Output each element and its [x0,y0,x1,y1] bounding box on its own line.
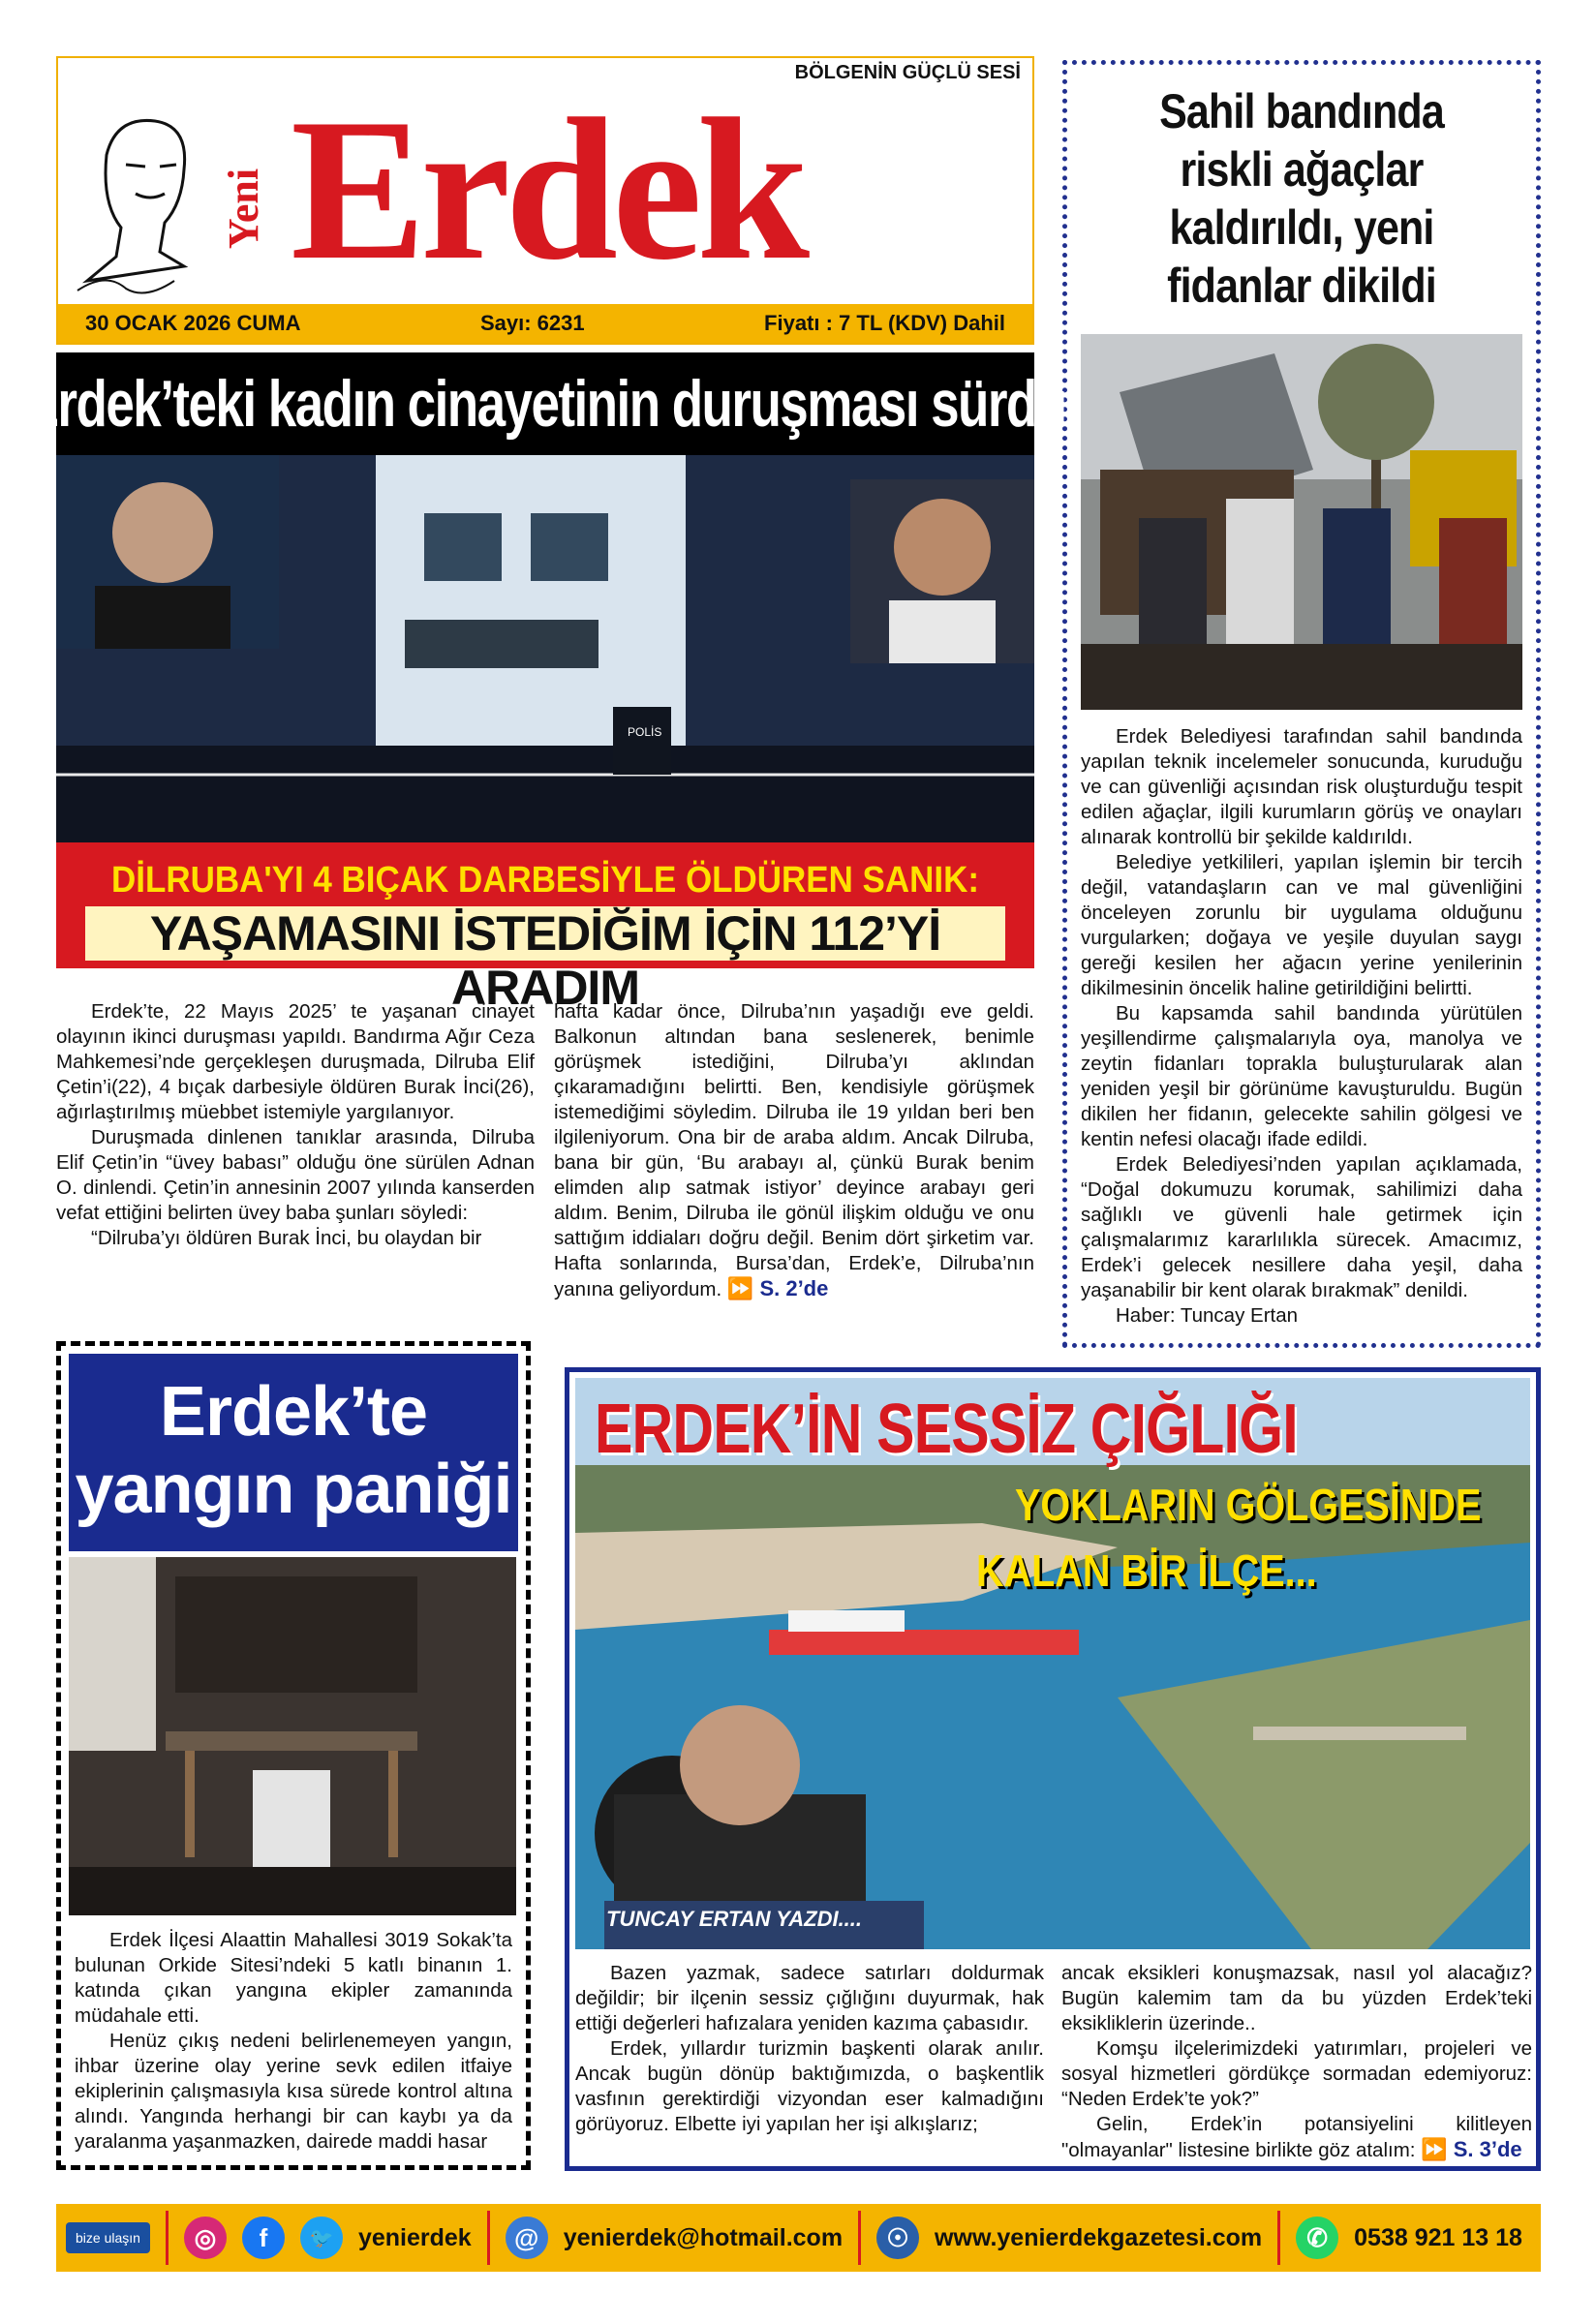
paragraph: Duruşmada dinlenen tanıklar arasında, Dilruba Elif Çetin’in “üvey babası” olduğu öne sürülen Adnan O. dinlendi. Çetin’in annesinin 2007 yılında kanserden vefat ettiğini belirten üvey baba şunları söyledi: [56,1126,535,1224]
whatsapp-icon: ✆ [1296,2217,1338,2259]
divider [858,2211,861,2265]
tree-planting-photo [1081,334,1522,710]
right-story-headline: Sahil bandında riskli ağaçlar kaldırıldı, yeni fidanlar dikildi [1159,84,1444,313]
logo-name: Erdek [291,77,805,302]
paragraph: Komşu ilçelerimizdeki yatırımları, projeleri ve sosyal hizmetleri gördükçe sormadan edemiyoruz: “Neden Erdek’te yok?” [1061,2037,1532,2110]
paragraph: Bazen yazmak, sadece satırları doldurmak değildir; bir ilçenin sessiz çığlığını duyurmak, hak ettiği değerleri hafızalara yeniden kazıma çabasıdır. [575,1962,1044,2034]
divider [166,2211,169,2265]
continue-link[interactable]: ⏩ S. 2’de [726,1276,829,1300]
fire-story-headline: Erdek’te yangın paniği [69,1354,518,1551]
fire-story-box [56,1341,531,2170]
ataturk-portrait-image [68,97,213,300]
paragraph: Erdek, yıllardır turizmin başkenti olarak anılır. Ancak bugün dönüp baktığımızda, o başkentlik vasfının gerektirdiği vizyondan eser kalmadığını görüyoruz. Elbette iyi yapılan her işi alkışlarız; [575,2037,1044,2135]
paragraph: hafta kadar önce, Dilruba’nın yaşadığı eve geldi. Balkonun altından bana seslenerek, benimle görüşmek istediğini, Dilruba’yı aklından çıkaramadığını belirtti. Ben, kendisiyle görüşmek istemediğimi söyledim. Dilruba ile 19 yıldan beri ben ilgileniyorum. Ona bir de araba aldım. Ancak Dilruba, bana bir gün, ‘Bu arabayı al, çünkü Burak benim elimden alıp satmak istiyor’ deyince arabayı geri aldım. Benim, Dilruba ile gönül ilişkim olduğu ve onu sattığım iddiaları doğru değil. Benim dört şirketim var. Hafta sonlarında, Bursa’dan, Erdek’e, Dilruba’nın yanına geliyordum. [554,1000,1034,1300]
main-headline-bar [24,352,1066,455]
paragraph: Belediye yetkilileri, yapılan işlemin bir tercih değil, vatandaşların can ve mal güvenliğini önceleyen zorunlu bir uygulama olduğunu vurgularken; doğaya ve yeşile duyulan saygı gereği kesilen her ağacın yerine yenilerinin dikilmesinin öncelik haline getirildiğini belirtti. [1081,851,1522,999]
paragraph: “Dilruba’yı öldüren Burak İnci, bu olaydan bir [91,1227,482,1249]
right-story-body [1081,724,1522,1329]
globe-icon: ☉ [876,2217,919,2259]
main-headline: Erdek’teki kadın cinayetinin duruşması sürdü [24,367,1066,441]
paragraph: ancak eksikleri konuşmazsak, nasıl yol alacağız? Bugün kalemim tam da bu yüzden Erdek’teki eksikliklerin üzerinde.. [1061,1962,1532,2034]
right-story-box [1062,60,1541,1348]
main-story-col2 [554,999,1034,1302]
fire-story-body [69,1928,518,2155]
crime-scene-photo [56,455,1034,842]
main-subhead-banner [56,842,1034,1015]
byline: Haber: Tuncay Ertan [1116,1304,1299,1327]
divider [1277,2211,1280,2265]
logo-prefix: Yeni [220,168,268,250]
burned-kitchen-photo [69,1557,516,1915]
masthead-tagline: BÖLGENİN GÜÇLÜ SESİ [794,62,1021,83]
police-label: POLİS [628,725,662,739]
contact-badge: bize ulaşın [66,2222,150,2253]
paragraph: Erdek Belediyesi tarafından sahil bandında yapılan teknik incelemeler sonucunda, kuruduğu ve can güvenliği açısından risk oluşturduğu tespit edilen ağaçlar, ilgili kurumların görüş ve onayları alınarak kontrollü bir şekilde kaldırıldı. [1081,725,1522,848]
twitter-icon[interactable]: 🐦 [300,2217,343,2259]
phone-number[interactable]: 0538 921 13 18 [1354,2223,1522,2251]
main-story-col1 [56,999,535,1251]
column-subtitle-2: KALAN BİR İLÇE... [976,1545,1317,1596]
facebook-icon[interactable]: f [242,2217,285,2259]
main-subhead-2: YAŞAMASINI İSTEDİĞİM İÇİN 112’Yİ ARADIM [85,906,1005,961]
main-subhead-1: DİLRUBA'YI 4 BIÇAK DARBESİYLE ÖLDÜREN SANIK: [111,860,979,901]
email-icon: @ [506,2217,548,2259]
opinion-column-box [565,1367,1541,2171]
footer-bar [56,2204,1541,2272]
divider [487,2211,490,2265]
column-text-col1 [575,1961,1044,2137]
issue-info-bar [58,304,1032,343]
paragraph: Henüz çıkış nedeni belirlenemeyen yangın, ihbar üzerine olay yerine sevk edilen itfaiye ekiplerinin çalışmasıyla kısa sürede kontrol altına alındı. Yangında herhangi bir can kaybı ya da yaralanma yaşanmazken, dairede maddi hasar [75,2030,512,2153]
issue-price: Fiyatı : 7 TL (KDV) Dahil [764,311,1005,335]
social-handle[interactable]: yenierdek [357,2223,472,2251]
column-text-col2 [1061,1961,1532,2163]
issue-date: 30 OCAK 2026 CUMA [85,311,301,335]
paragraph: Erdek Belediyesi’nden yapılan açıklamada, “Doğal dokumuzu korumak, sahilimizi daha sağlıklı ve güvenli hale getirmek için çalışmalarımız kararlılıkla sürecek. Amacımız, Erdek’i gelecek nesillere daha yeşil, daha yaşanabilir bir kent olarak bırakmak” denildi. [1081,1153,1522,1301]
instagram-icon[interactable]: ◎ [184,2217,227,2259]
website-url[interactable]: www.yenierdekgazetesi.com [935,2223,1263,2251]
continue-link[interactable]: ⏩ S. 3’de [1421,2137,1522,2161]
issue-number: Sayı: 6231 [479,311,585,335]
column-title: ERDEK’İN SESSİZ ÇIĞLIĞI [595,1391,1298,1468]
masthead [56,56,1034,345]
paragraph: Erdek İlçesi Alaattin Mahallesi 3019 Sokak’ta bulunan Orkide Sitesi’ndeki 5 katlı binanın 1. katında çıkan yangına ekipler zamanında müdahale etti. [75,1929,512,2027]
paragraph: Gelin, Erdek’in potansiyelini kilitleyen "olmayanlar" listesine birlikte göz atalım: [1061,2113,1532,2161]
column-author: TUNCAY ERTAN YAZDI.... [606,1907,863,1931]
column-subtitle-1: YOKLARIN GÖLGESİNDE [1015,1480,1482,1530]
paragraph: Erdek’te, 22 Mayıs 2025’ te yaşanan cinayet olayının ikinci duruşması yapıldı. Bandırma Ağır Ceza Mahkemesi’nde gerçekleşen duruşmada, Dilruba Elif Çetin’i(22), 4 bıçak darbesiyle öldüren Burak İnci(26), ağırlaştırılmış müebbet istemiyle yargılanıyor. [56,1000,535,1123]
paragraph: Bu kapsamda sahil bandında yürütülen yeşillendirme çalışmalarıyla oya, manolya ve zeytin fidanları toprakla buluşturularak alan yeniden yeşil bir görünüme kavuşturuldu. Bugün dikilen her fidanın, gelecekte sahilin gölgesi ve kentin nefesi olacağı ifade edildi. [1081,1002,1522,1150]
email-address[interactable]: yenierdek@hotmail.com [563,2223,844,2251]
